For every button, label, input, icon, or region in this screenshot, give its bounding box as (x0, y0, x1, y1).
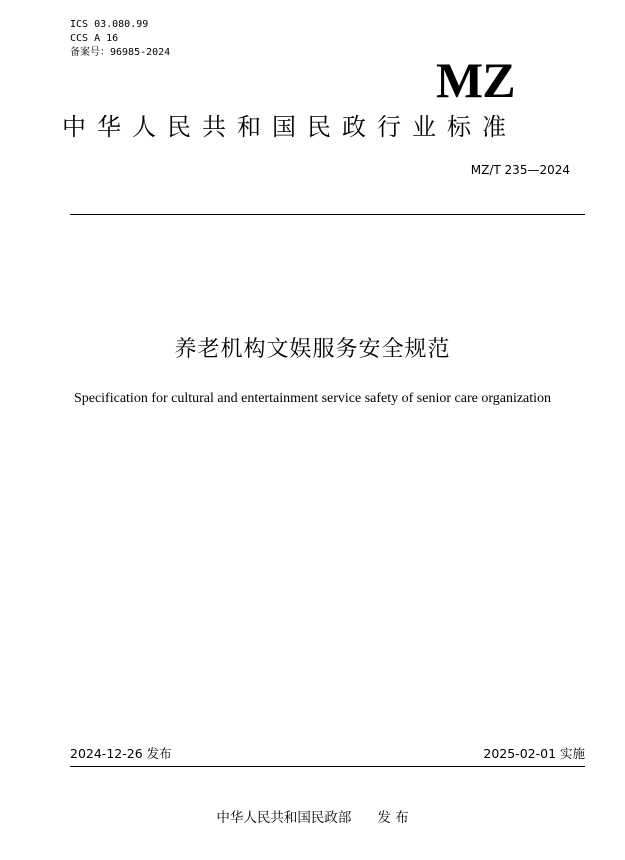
publisher-line (0, 808, 625, 828)
ics-code: ICS 03.080.99 (70, 19, 149, 30)
bottom-divider (70, 766, 585, 767)
document-title-chinese: 养老机构文娱服务安全规范 (174, 337, 451, 362)
top-divider (70, 214, 585, 215)
filing-number: 备案号：96985-2024 (70, 47, 171, 58)
publish-action: 发 布 (377, 810, 409, 826)
document-title-english: Specification for cultural and entertainment service safety of senior care organization (73, 391, 552, 406)
standard-category-title: 中华人民共和国民政行业标准 (62, 113, 517, 141)
ccs-code: CCS A 16 (70, 33, 119, 44)
standard-logo: MZ (436, 52, 515, 108)
issue-date: 2024-12-26 发布 (70, 746, 172, 761)
implementation-date: 2025-02-01 实施 (483, 746, 585, 761)
standard-code: MZ/T 235—2024 (470, 163, 570, 177)
publisher-name: 中华人民共和国民政部 (216, 810, 352, 826)
